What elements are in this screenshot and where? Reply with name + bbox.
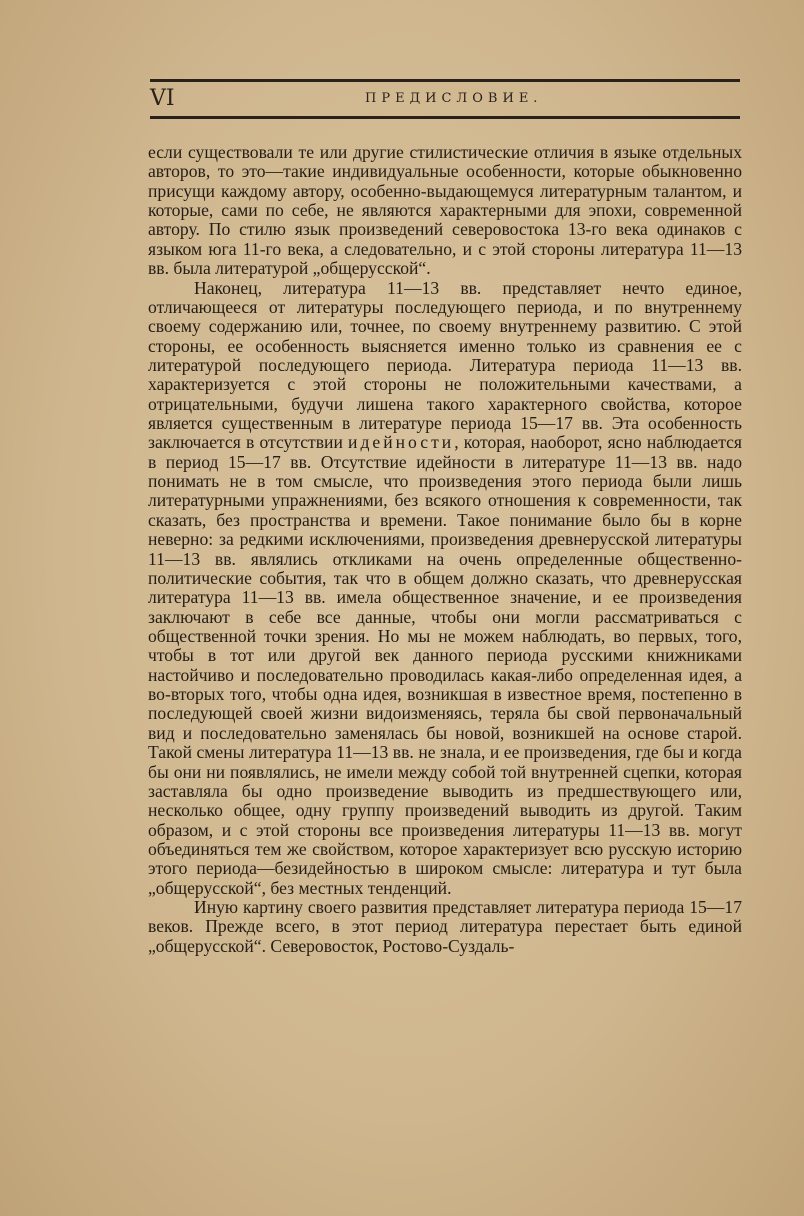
body-text [148, 143, 742, 956]
running-head: ПРЕДИСЛОВИЕ. [365, 91, 543, 106]
header-rule-top [150, 79, 740, 82]
emphasized-word: идейности [348, 432, 455, 453]
paragraph-2-part-a: Наконец, литература 11—13 вв. представляет нечто единое, отличающееся от литературы последующего периода, и по внутреннему своему содержанию или, точнее, по своему внутреннему развитию. С этой стороны, ее особенность выясняется именно только из сравнения ее с литературой последующего периода. Литература периода 11—13 вв. характеризуется с этой стороны не положительными качествами, а отрицательными, будучи лишена такого характерного свойства, которое является существенным в литературе периода 15—17 вв. Эта особенность заключается в отсутствии [148, 277, 742, 453]
paragraph-2-part-b: , которая, наоборот, ясно наблюдается в период 15—17 вв. Отсутствие идейности в литературе 11—13 вв. надо понимать не в том смысле, что произведения этого периода были лишь литературными упражнениями, без всякого отношения к современности, так сказать, без пространства и времени. Такое понимание было бы в корне неверно: за редкими исключениями, произведения древнерусской литературы 11—13 вв. являлись откликами на очень определенные общественно-политические события, так что в общем должно сказать, что древнерусская литература 11—13 вв. имела общественное значение, и ее произведения заключают в себе все данные, чтобы они могли рассматриваться с общественной точки зрения. Но мы не можем наблюдать, во первых, того, чтобы в тот или другой век данного периода русскими книжниками настойчиво и последовательно проводилась какая-либо определенная идея, а во-вторых того, чтобы одна идея, возникшая в известное время, постепенно в последующей своей жизни видоизменяясь, теряла бы свой первоначальный вид и последовательно заменялась бы новой, возникшей на основе старой. Такой смены литература 11—13 вв. не знала, и ее произведения, где бы и когда бы они ни появлялись, не имели между собой той внутренней сцепки, которая заставляла бы одно произведение выводить из предшествующего или, несколько общее, одну группу произведений выводить из другой. Таким образом, и с этой стороны все произведения литературы 11—13 вв. могут объединяться тем же свойством, которое характеризует всю русскую историю этого периода—безидейностью в широком смысле: литература и тут была „общерусской“, без местных тенденций. [148, 432, 743, 898]
page-header [150, 84, 740, 114]
paragraph-3: Иную картину своего развития представляет литература периода 15—17 веков. Прежде всего, в этот период литература перестает быть единой „общерусской“. Северовосток, Ростово-Суздаль- [148, 897, 742, 956]
paragraph-2 [148, 279, 742, 899]
header-rule-bottom [150, 116, 740, 119]
page-number: VI [150, 86, 175, 111]
paragraph-1: если существовали те или другие стилистические отличия в языке отдельных авторов, то это—такие индивидуальные особенности, которые обыкновенно присущи каждому автору, особенно-выдающемуся литературным талантом, и которые, сами по себе, не являются характерными для эпохи, современной автору. По стилю язык произведений северовостока 13-го века одинаков с языком юга 11-го века, а следовательно, и с этой стороны литература 11—13 вв. была литературой „общерусской“. [148, 142, 742, 279]
